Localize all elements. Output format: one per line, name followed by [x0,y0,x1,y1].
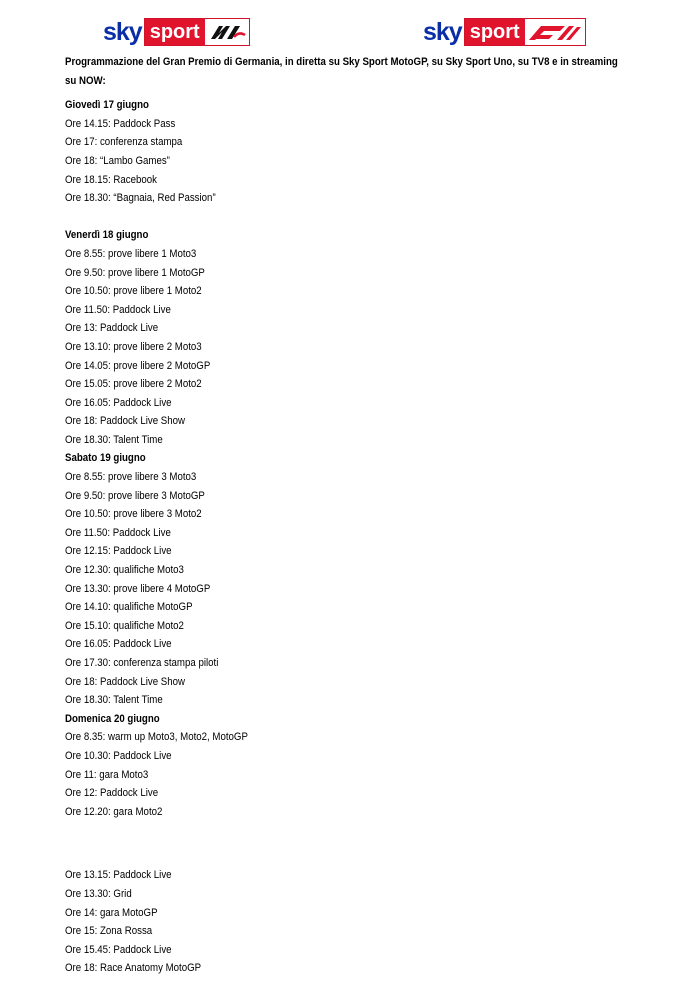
motogp-icon [205,19,249,45]
schedule-item: Ore 14.10: qualifiche MotoGP [65,601,193,614]
schedule-item: Ore 13.10: prove libere 2 Moto3 [65,340,202,353]
schedule-item: Ore 16.05: Paddock Live [65,396,172,409]
schedule-item: Ore 18: “Lambo Games” [65,154,170,167]
day-title: Venerdì 18 giugno [65,229,149,242]
schedule-item: Ore 10.30: Paddock Live [65,749,172,762]
logo-brand: sky [423,18,462,46]
schedule-item: Ore 18: Paddock Live Show [65,415,185,428]
intro-paragraph: Programmazione del Gran Premio di Germania, in diretta su Sky Sport MotoGP, su Sky Sport Uno, su TV8 e in streaming su NOW: [65,56,618,87]
sky-sport-f1-logo [423,17,586,47]
schedule-item: Ore 18: Race Anatomy MotoGP [65,962,202,975]
logo-box [144,18,250,46]
schedule-item: Ore 12.15: Paddock Live [65,545,172,558]
schedule-item: Ore 14: gara MotoGP [65,906,158,919]
schedule-item: Ore 8.55: prove libere 3 Moto3 [65,471,197,484]
blank-line [65,208,558,227]
schedule-item: Ore 15: Zona Rossa [65,925,153,938]
schedule-item: Ore 15.45: Paddock Live [65,943,172,956]
schedule-item: Ore 14.05: prove libere 2 MotoGP [65,359,211,372]
day-section-saturday [65,449,558,709]
schedule-item: Ore 11.50: Paddock Live [65,303,171,316]
schedule-item: Ore 15.10: qualifiche Moto2 [65,619,184,632]
schedule-item: Ore 18.30: Talent Time [65,433,163,446]
schedule-item: Ore 14.15: Paddock Pass [65,117,176,130]
schedule-item: Ore 8.35: warm up Moto3, Moto2, MotoGP [65,731,248,744]
schedule-item: Ore 12.20: gara Moto2 [65,805,163,818]
schedule-item: Ore 9.50: prove libere 3 MotoGP [65,489,205,502]
day-section-thursday [65,96,558,208]
schedule-item: Ore 10.50: prove libere 3 Moto2 [65,508,202,521]
schedule-document [65,53,618,978]
schedule-item: Ore 8.55: prove libere 1 Moto3 [65,247,197,260]
schedule-item: Ore 16.05: Paddock Live [65,638,172,651]
schedule-item: Ore 18: Paddock Live Show [65,675,185,688]
schedule-item: Ore 15.05: prove libere 2 Moto2 [65,378,202,391]
schedule-item: Ore 13.30: Grid [65,887,132,900]
logo-label: sport [465,19,525,45]
day-section-friday [65,226,558,449]
schedule-item: Ore 13: Paddock Live [65,322,159,335]
logo-label: sport [145,19,205,45]
schedule-item: Ore 11: gara Moto3 [65,768,149,781]
schedule-item: Ore 17: conferenza stampa [65,136,183,149]
schedule-item: Ore 18.30: Talent Time [65,694,163,707]
day-title: Giovedì 17 giugno [65,99,149,112]
schedule-item: Ore 13.30: prove libere 4 MotoGP [65,582,211,595]
schedule-item: Ore 12: Paddock Live [65,787,159,800]
day-title: Sabato 19 giugno [65,452,146,465]
day-title: Domenica 20 giugno [65,712,160,725]
schedule-item: Ore 10.50: prove libere 1 Moto2 [65,285,202,298]
schedule-item: Ore 17.30: conferenza stampa piloti [65,657,219,669]
day-section-sunday [65,710,558,978]
schedule-item: Ore 13.15: Paddock Live [65,869,172,882]
f1-icon [525,19,585,45]
logo-box [464,18,586,46]
logo-brand: sky [103,18,142,46]
page-break-space [65,821,558,866]
sky-sport-motogp-logo [103,17,250,47]
schedule-item: Ore 11.50: Paddock Live [65,526,171,539]
schedule-item: Ore 9.50: prove libere 1 MotoGP [65,266,205,279]
schedule-item: Ore 12.30: qualifiche Moto3 [65,564,184,577]
schedule-item: Ore 18.30: “Bagnaia, Red Passion” [65,192,216,205]
schedule-item: Ore 18.15: Racebook [65,173,158,186]
